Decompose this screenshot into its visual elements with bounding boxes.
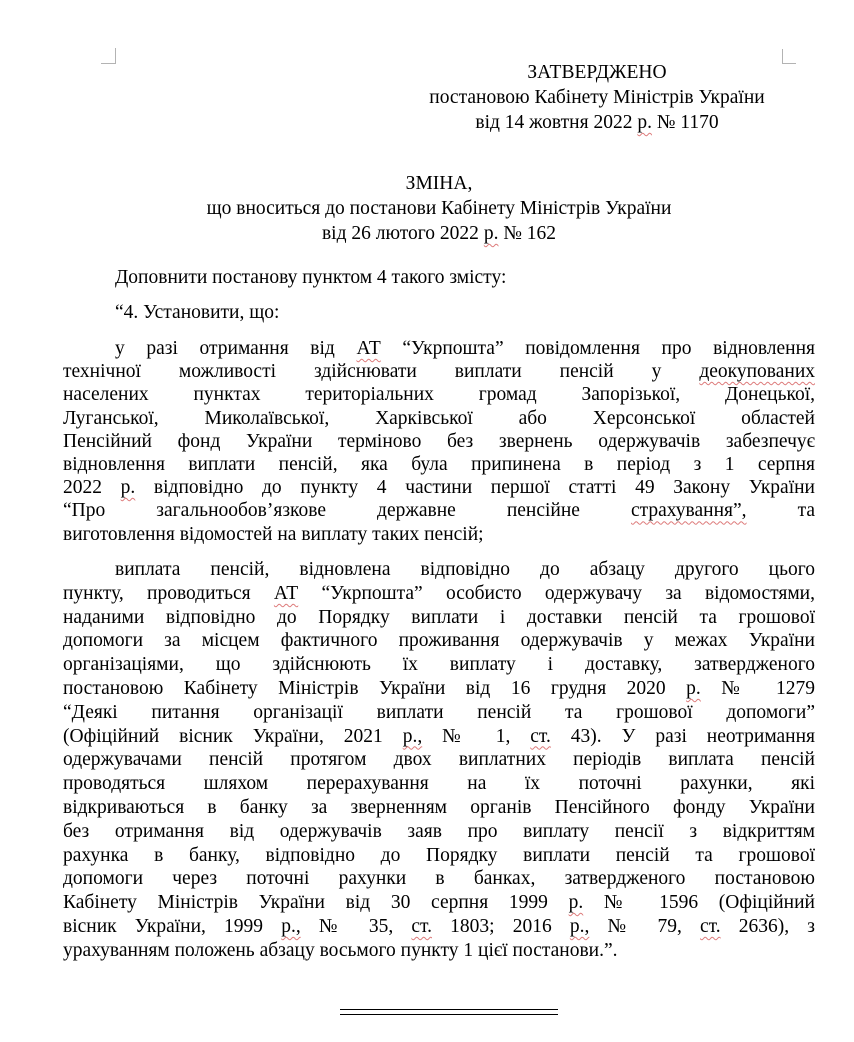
text-line [63,701,815,725]
text-line [63,629,815,653]
text-segment: “Про загальнообов’язкове державне пенсійне [63,500,631,522]
text-line [63,523,815,546]
text-line [63,558,815,582]
text-segment: 2636), з [720,915,815,937]
text-line [63,915,815,939]
text-segment: пункту, проводиться [63,582,274,604]
intro-paragraph [63,266,815,290]
text-segment: “Укрпошта” повідомлення про відновлення [380,338,816,359]
text-segment: технічної можливості здійснювати виплати пенсій у [63,361,700,383]
text-segment: № 1279 [700,677,815,699]
text-segment: 2022 [63,477,121,499]
footer-double-rule [340,1009,558,1015]
text-segment: рахунка в банку, відповідно до Порядку виплати пенсій та грошової [63,844,815,866]
text-line [63,748,815,772]
text-segment: проводяться шляхом перерахування на їх поточні рахунки, які [63,773,815,795]
text-segment: № 79, [589,915,701,937]
text-segment: урахуванням положень абзацу восьмого пункту 1 цієї постанови.”. [63,939,618,961]
text-segment: що вноситься до постанови Кабінету Міністрів України [206,198,672,219]
text-line [63,772,815,796]
text-line [407,60,787,85]
text-segment: одержувачами пенсій протягом двох виплатних періодів виплата пенсій [63,749,815,771]
text-line [63,360,815,383]
text-segment: 43). У разі неотримання [550,725,816,747]
text-segment: “Укрпошта” особисто одержувачу за відомостями, [298,582,815,604]
spellcheck-underlined-text: деокупованих [699,361,815,383]
payment-procedure-paragraph [63,558,815,963]
spellcheck-underlined-text: р., [402,725,423,747]
text-segment: від 26 лютого 2022 [321,223,484,244]
spellcheck-underlined-text: р. [483,223,499,244]
text-segment: Доповнити постанову пунктом 4 такого змісту: [115,267,507,288]
spellcheck-underlined-text: страхування”, [630,500,747,522]
spellcheck-underlined-text: ст. [530,725,551,747]
text-segment: “4. Установити, що: [115,302,280,323]
text-segment: № 1596 (Офіційний [583,892,815,914]
text-segment: наданими відповідно до Порядку виплати і доставки пенсій та грошової [63,606,815,628]
text-segment: ЗАТВЕРДЖЕНО [527,62,667,83]
text-segment: допомоги через поточні рахунки в банках, затвердженого постановою [63,868,815,890]
text-line [63,796,815,820]
text-segment: постановою Кабінету Міністрів України [429,87,765,108]
text-line [63,383,815,406]
text-segment: № 1, [422,725,531,747]
text-line [63,677,815,701]
text-segment: № 35, [300,915,412,937]
text-segment: № 162 [498,223,557,244]
text-line [407,110,787,135]
text-line [63,430,815,453]
text-line [63,939,815,963]
text-segment: постановою Кабінету Міністрів України від 16 грудня 2020 [63,677,687,699]
spellcheck-underlined-text: р. [568,892,584,914]
text-line [63,582,815,606]
margin-corner-mark-left [101,48,116,64]
text-line [63,221,815,246]
text-line [63,867,815,891]
spellcheck-underlined-text: АТ [273,582,299,604]
spellcheck-underlined-text: ст. [411,915,432,937]
text-line [63,301,815,325]
text-line [63,499,815,522]
text-segment: 1803; 2016 [431,915,570,937]
text-segment: допомоги за місцем фактичного проживання одержувачів у межах України [63,630,815,652]
text-segment: без отримання від одержувачів заяв про виплату пенсії з відкриттям [63,820,815,842]
text-segment: Луганської, Миколаївської, Харківської або Херсонської областей [63,407,815,429]
spellcheck-underlined-text: р., [281,915,301,937]
spellcheck-underlined-text: р., [569,915,590,937]
text-segment: № 1170 [651,112,719,133]
approval-stamp-block [407,60,787,135]
text-line [63,337,815,360]
text-segment: відкриваються в банку за зверненням органів Пенсійного фонду України [63,796,815,818]
spellcheck-underlined-text: АТ [356,338,381,359]
spellcheck-underlined-text: ст. [700,915,721,937]
text-line [63,606,815,630]
text-line [63,266,815,290]
text-line [63,653,815,677]
text-segment: Кабінету Міністрів України від 30 серпня 1999 [63,892,569,914]
document-title-block [63,171,815,246]
pension-resume-paragraph [63,337,815,546]
text-line [63,820,815,844]
text-segment: населених пунктах територіальних громад Запорізької, Донецької, [63,384,815,406]
text-line [63,725,815,749]
text-line [63,171,815,196]
spellcheck-underlined-text: р. [686,677,701,699]
text-segment: організаціями, що здійснюють їх виплату і доставку, затвердженого [63,654,815,676]
text-segment: відновлення виплати пенсій, яка була припинена в період з 1 серпня [63,454,815,476]
text-segment: вісник України, 1999 [63,915,282,937]
spellcheck-underlined-text: р. [120,477,136,499]
text-line [63,891,815,915]
text-line [63,844,815,868]
text-segment: Пенсійний фонд України терміново без звернень одержувачів забезпечує [63,430,815,452]
text-line [63,407,815,430]
text-line [407,85,787,110]
text-line [63,476,815,499]
text-segment: (Офіційний вісник України, 2021 [63,725,403,747]
text-line [63,453,815,476]
text-segment: від 14 жовтня 2022 [475,112,638,133]
text-line [63,196,815,221]
text-segment: виготовлення відомостей на виплату таких пенсій; [63,523,484,545]
text-segment: у разі отримання від [115,338,357,359]
text-segment: відповідно до пункту 4 частини першої статті 49 Закону України [135,477,815,499]
spellcheck-underlined-text: р. [637,112,652,133]
text-segment: виплата пенсій, відновлена відповідно до абзацу другого цього [115,559,815,580]
text-segment: “Деякі питання організації виплати пенсій та грошової допомоги” [63,701,815,723]
text-segment: та [746,500,815,522]
item4-lead-paragraph [63,301,815,325]
text-segment: ЗМІНА, [405,173,473,194]
